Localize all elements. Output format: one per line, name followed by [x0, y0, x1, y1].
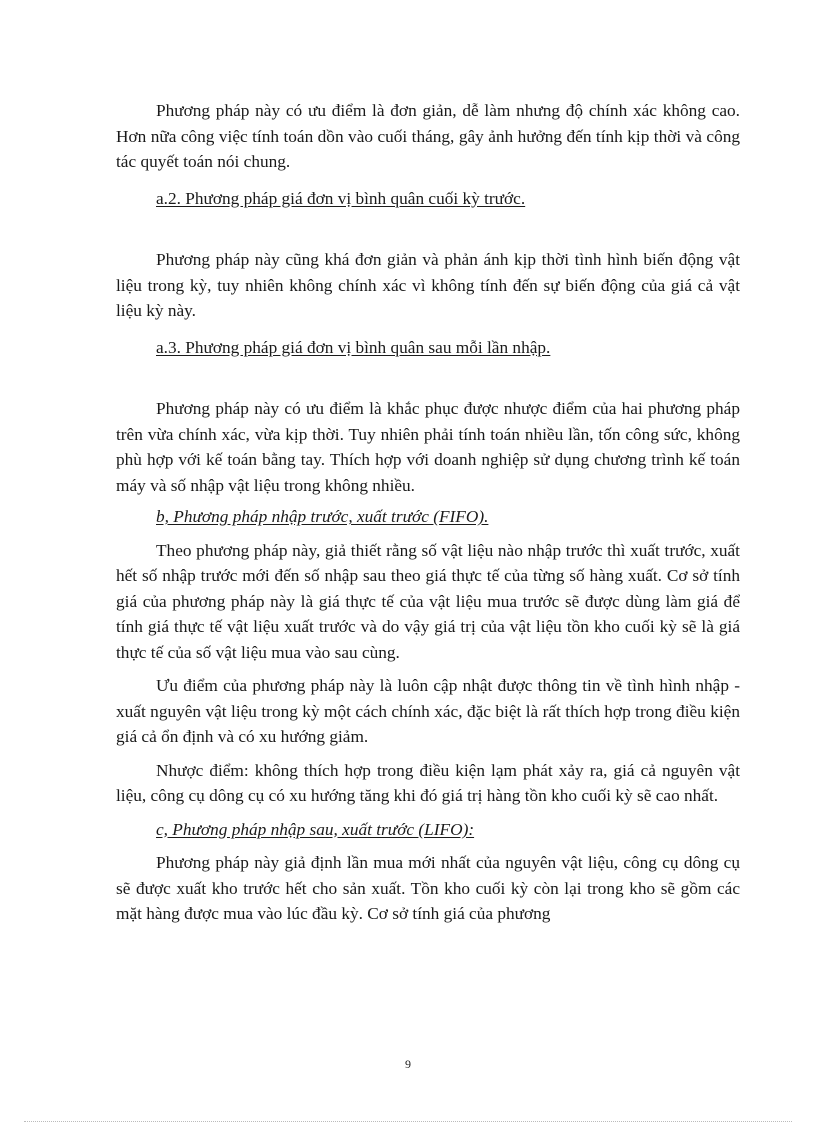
heading-b-fifo: b, Phương pháp nhập trước, xuất trước (FIFO). [156, 507, 489, 526]
page-number: 9 [405, 1057, 411, 1071]
paragraph-moving-average: Phương pháp này có ưu điểm là khắc phục được nhược điểm của hai phương pháp trên vừa chính xác, vừa kịp thời. Tuy nhiên phải tính toán nhiều lần, tốn công sức, không phù hợp với kế toán bằng tay. Thích hợp với doanh nghiệp sử dụng chương trình kế toán máy và số nhập vật liệu trong không nhiều. [116, 399, 740, 495]
heading-a3: a.3. Phương pháp giá đơn vị bình quân sau mỗi lần nhập. [156, 337, 551, 357]
heading-c-lifo: c, Phương pháp nhập sau, xuất trước (LIFO): [156, 819, 475, 839]
document-body [116, 98, 740, 927]
paragraph-advantages-simple: Phương pháp này có ưu điểm là đơn giản, dễ làm nhưng độ chính xác không cao. Hơn nữa công việc tính toán dồn vào cuối tháng, gây ảnh hưởng đến tính kịp thời và công tác quyết toán nói chung. [116, 101, 740, 171]
paragraph-fifo-disadvantages: Nhược điểm: không thích hợp trong điều kiện lạm phát xảy ra, giá cả nguyên vật liệu, công cụ dông cụ có xu hướng tăng khi đó giá trị hàng tồn kho cuối kỳ sẽ cao nhất. [116, 760, 740, 805]
page-bottom-divider [24, 1121, 792, 1122]
paragraph-lifo-description: Phương pháp này giả định lần mua mới nhất của nguyên vật liệu, công cụ dông cụ sẽ được xuất kho trước hết cho sản xuất. Tồn kho cuối kỳ còn lại trong kho sẽ gồm các mặt hàng được mua vào lúc đầu kỳ. Cơ sở tính giá của phương [116, 853, 740, 923]
paragraph-fifo-description: Theo phương pháp này, giả thiết rằng số vật liệu nào nhập trước thì xuất trước, xuất hết số nhập trước mới đến số nhập sau theo giá thực tế của từng số hàng xuất. Cơ sở tính giá của phương pháp này là giá thực tế của vật liệu mua trước sẽ được dùng làm giá để tính giá thực tế vật liệu xuất trước và do vậy giá trị của vật liệu tồn kho cuối kỳ sẽ là giá thực tế của số vật liệu mua vào sau cùng. [116, 540, 740, 662]
paragraph-fifo-advantages: Ưu điểm của phương pháp này là luôn cập nhật được thông tin về tình hình nhập - xuất nguyên vật liệu trong kỳ một cách chính xác, đặc biệt là rất thích hợp trong điều kiện giá cả ổn định và có xu hướng giảm. [116, 676, 740, 746]
heading-a2: a.2. Phương pháp giá đơn vị bình quân cuối kỳ trước. [156, 188, 526, 208]
paragraph-previous-period-average: Phương pháp này cũng khá đơn giản và phản ánh kịp thời tình hình biến động vật liệu trong kỳ, tuy nhiên không chính xác vì không tính đến sự biến động của giá cả vật liệu kỳ này. [116, 250, 740, 320]
